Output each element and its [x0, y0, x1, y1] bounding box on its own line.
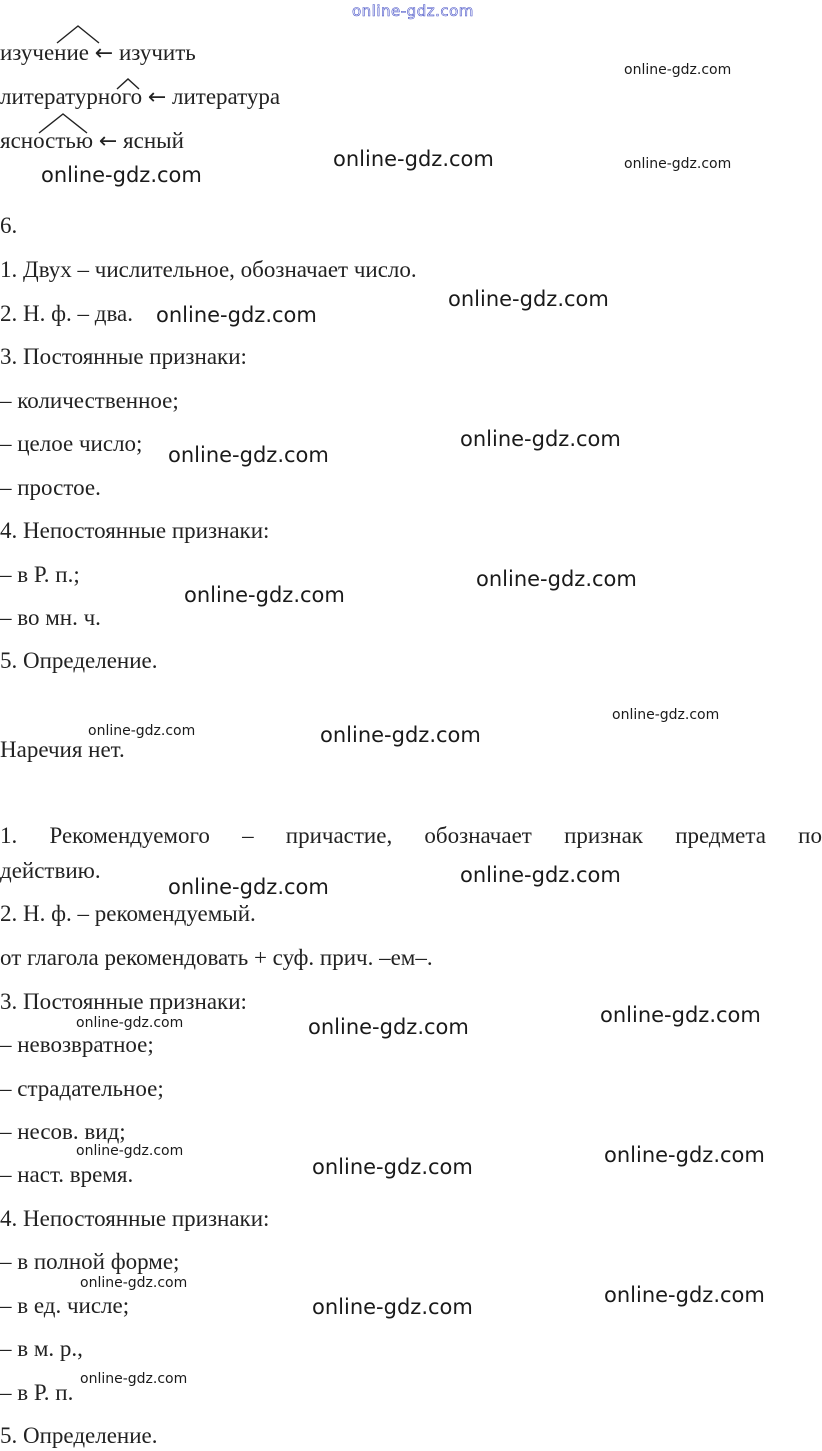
- watermark: online-gdz.com: [312, 1155, 473, 1179]
- analysis-first-line: [0, 822, 822, 850]
- watermark: online-gdz.com: [168, 443, 329, 467]
- watermark: online-gdz.com: [156, 303, 317, 327]
- watermark: online-gdz.com: [476, 567, 637, 591]
- analysis-line: 5. Определение.: [0, 1423, 158, 1448]
- word: признак: [564, 823, 643, 848]
- analysis-line: 2. Н. ф. – два.: [0, 301, 133, 326]
- analysis-line: – во мн. ч.: [0, 605, 101, 630]
- morpheme-row: [0, 127, 184, 156]
- analysis-line: 3. Постоянные признаки:: [0, 344, 247, 369]
- watermark: online-gdz.com: [320, 723, 481, 747]
- suffix-roof-icon: [38, 112, 88, 134]
- derived-word: изучение: [0, 40, 90, 65]
- watermark: online-gdz.com: [41, 163, 202, 187]
- watermark: online-gdz.com: [604, 1143, 765, 1167]
- analysis-line: 3. Постоянные признаки:: [0, 989, 247, 1014]
- watermark: online-gdz.com: [88, 723, 196, 739]
- word: предмета: [675, 823, 766, 848]
- word: причастие,: [285, 823, 393, 848]
- base-word: изучить: [118, 40, 196, 65]
- word: 1.: [0, 823, 18, 848]
- watermark: online-gdz.com: [80, 1275, 188, 1291]
- watermark: online-gdz.com: [460, 427, 621, 451]
- arrow-left-icon: ←: [147, 85, 167, 110]
- watermark: online-gdz.com: [184, 583, 345, 607]
- watermark: online-gdz.com: [76, 1143, 184, 1159]
- analysis-line: 5. Определение.: [0, 648, 158, 673]
- watermark: online-gdz.com: [333, 147, 494, 171]
- analysis-line: – целое число;: [0, 431, 143, 456]
- analysis-line: 4. Непостоянные признаки:: [0, 518, 270, 543]
- section-number: 6.: [0, 213, 18, 238]
- base-word: ясный: [123, 128, 184, 153]
- analysis-line: – наст. время.: [0, 1162, 134, 1187]
- analysis-line: действию.: [0, 858, 101, 883]
- arrow-left-icon: ←: [94, 41, 114, 66]
- watermark: online-gdz.com: [312, 1295, 473, 1319]
- analysis-line: – в Р. п.: [0, 1380, 74, 1405]
- watermark: online-gdz.com: [308, 1015, 469, 1039]
- watermark: online-gdz.com: [460, 863, 621, 887]
- derived-word: ясностью: [0, 128, 94, 153]
- word: обозначает: [424, 823, 532, 848]
- suffix-roof-icon: [116, 78, 140, 90]
- analysis-line: 4. Непостоянные признаки:: [0, 1206, 270, 1231]
- word: Рекомендуемого: [49, 823, 210, 848]
- arrow-left-icon: ←: [98, 129, 118, 154]
- analysis-line: – в м. р.,: [0, 1336, 83, 1361]
- analysis-line: 1. Двух – числительное, обозначает число.: [0, 257, 417, 282]
- watermark: online-gdz.com: [624, 156, 732, 172]
- analysis-line: – страдательное;: [0, 1076, 164, 1101]
- analysis-line: – в Р. п.;: [0, 562, 80, 587]
- watermark: online-gdz.com: [448, 287, 609, 311]
- watermark: online-gdz.com: [80, 1371, 188, 1387]
- watermark: online-gdz.com: [168, 875, 329, 899]
- base-word: литература: [172, 84, 281, 109]
- analysis-line: – количественное;: [0, 388, 179, 413]
- no-adverb-note: Наречия нет.: [0, 737, 125, 762]
- derived-word: литературного: [0, 84, 143, 109]
- suffix-roof-icon: [56, 24, 100, 44]
- watermark: online-gdz.com: [76, 1015, 184, 1031]
- watermark: online-gdz.com: [600, 1003, 761, 1027]
- watermark-top: online-gdz.com: [352, 2, 474, 20]
- watermark: online-gdz.com: [624, 62, 732, 78]
- analysis-line: 2. Н. ф. – рекомендуемый.: [0, 901, 256, 926]
- analysis-line: – несов. вид;: [0, 1119, 126, 1144]
- analysis-line: – простое.: [0, 475, 101, 500]
- analysis-line: – невозвратное;: [0, 1032, 154, 1057]
- analysis-line: от глагола рекомендовать + суф. прич. –ем–.: [0, 945, 433, 970]
- analysis-line: – в полной форме;: [0, 1249, 180, 1274]
- morpheme-row: [0, 83, 280, 112]
- watermark: online-gdz.com: [604, 1283, 765, 1307]
- word: –: [242, 823, 254, 848]
- analysis-line: – в ед. числе;: [0, 1293, 130, 1318]
- watermark: online-gdz.com: [612, 707, 720, 723]
- word: по: [798, 823, 822, 848]
